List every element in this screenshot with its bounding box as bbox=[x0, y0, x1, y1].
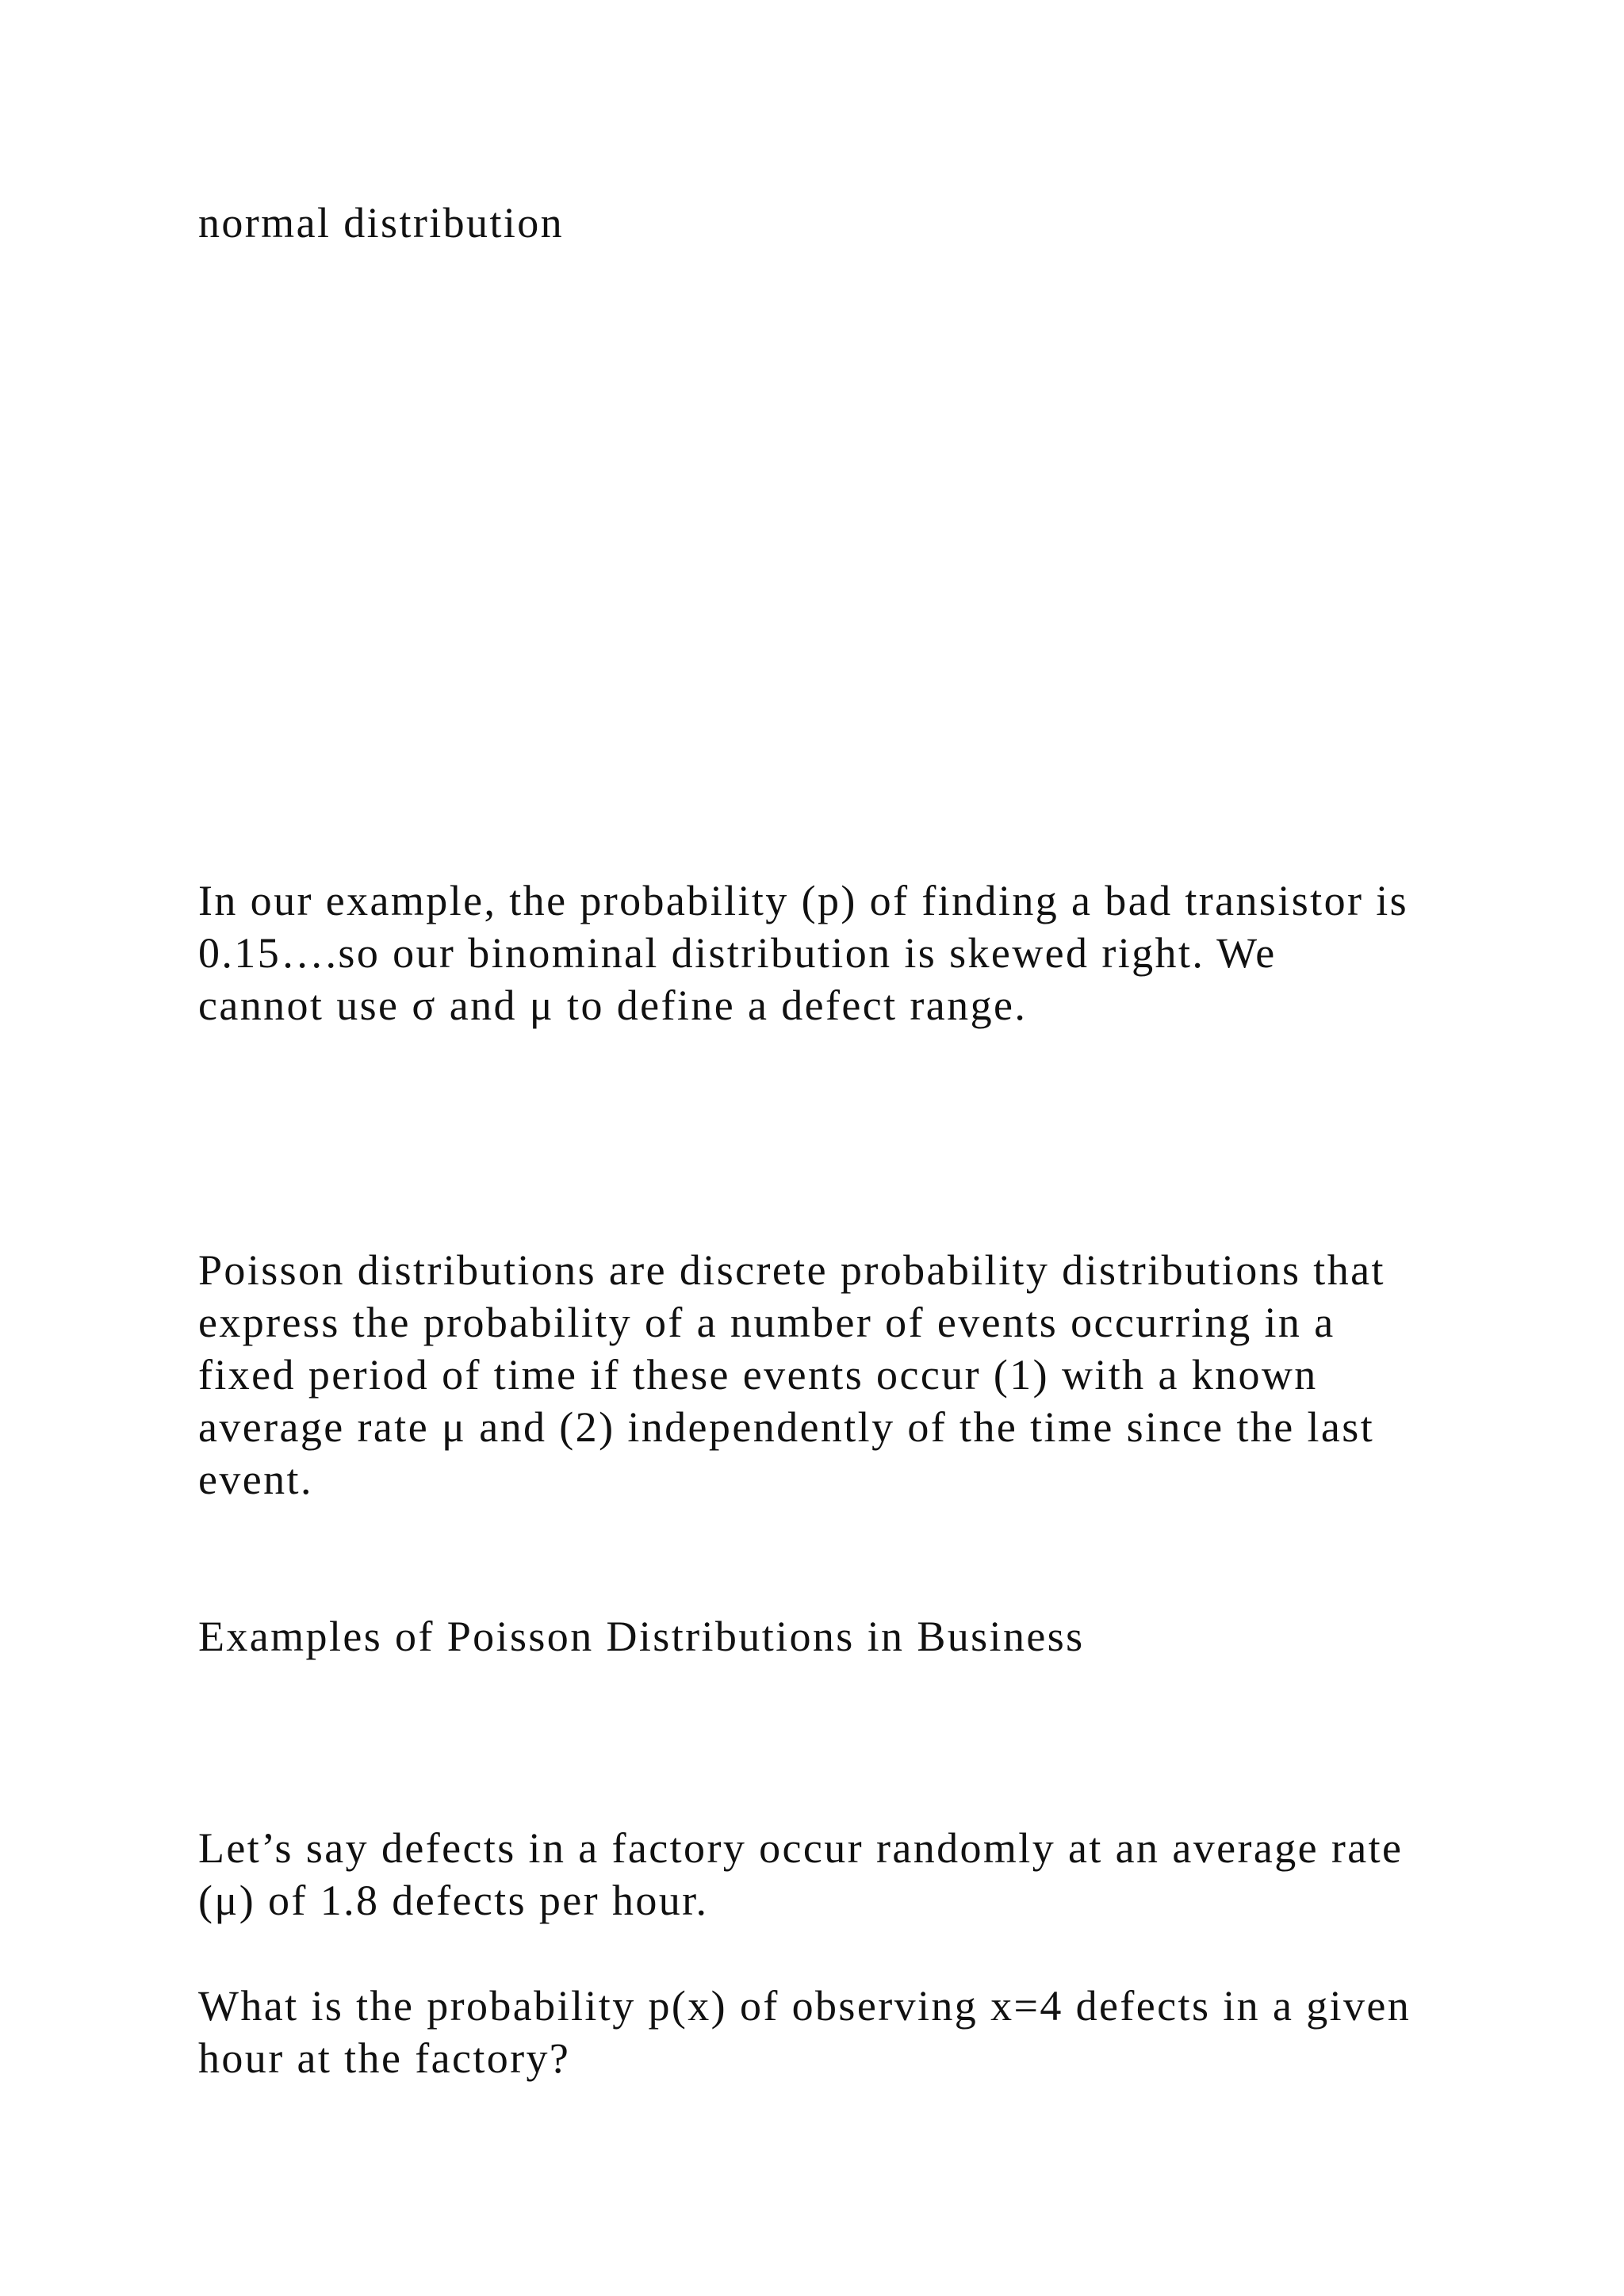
text-line: In our example, the probability (p) of finding a bad transistor is bbox=[198, 877, 1409, 924]
heading-examples-poisson bbox=[198, 1610, 1467, 1663]
text-line: fixed period of time if these events occur (1) with a known bbox=[198, 1351, 1318, 1399]
text-line: normal distribution bbox=[198, 199, 565, 247]
text-line: Let’s say defects in a factory occur randomly at an average rate bbox=[198, 1824, 1404, 1872]
text-line: Poisson distributions are discrete probability distributions that bbox=[198, 1246, 1385, 1294]
text-line: hour at the factory? bbox=[198, 2034, 571, 2082]
text-line: What is the probability p(x) of observing x=4 defects in a given bbox=[198, 1982, 1411, 2030]
text-line: express the probability of a number of events occurring in a bbox=[198, 1299, 1335, 1346]
paragraph-factory-defects bbox=[198, 1822, 1467, 1927]
paragraph-poisson-definition bbox=[198, 1244, 1467, 1506]
text-line: (μ) of 1.8 defects per hour. bbox=[198, 1877, 709, 1924]
text-line: 0.15….so our binominal distribution is skewed right. We bbox=[198, 929, 1277, 977]
heading-normal-distribution bbox=[198, 197, 1467, 249]
paragraph-binomial-example bbox=[198, 874, 1467, 1031]
text-line: event. bbox=[198, 1456, 313, 1503]
text-line: cannot use σ and μ to define a defect range. bbox=[198, 982, 1028, 1029]
text-line: Examples of Poisson Distributions in Business bbox=[198, 1613, 1085, 1660]
text-line: average rate μ and (2) independently of the time since the last bbox=[198, 1403, 1375, 1451]
paragraph-question bbox=[198, 1980, 1467, 2084]
